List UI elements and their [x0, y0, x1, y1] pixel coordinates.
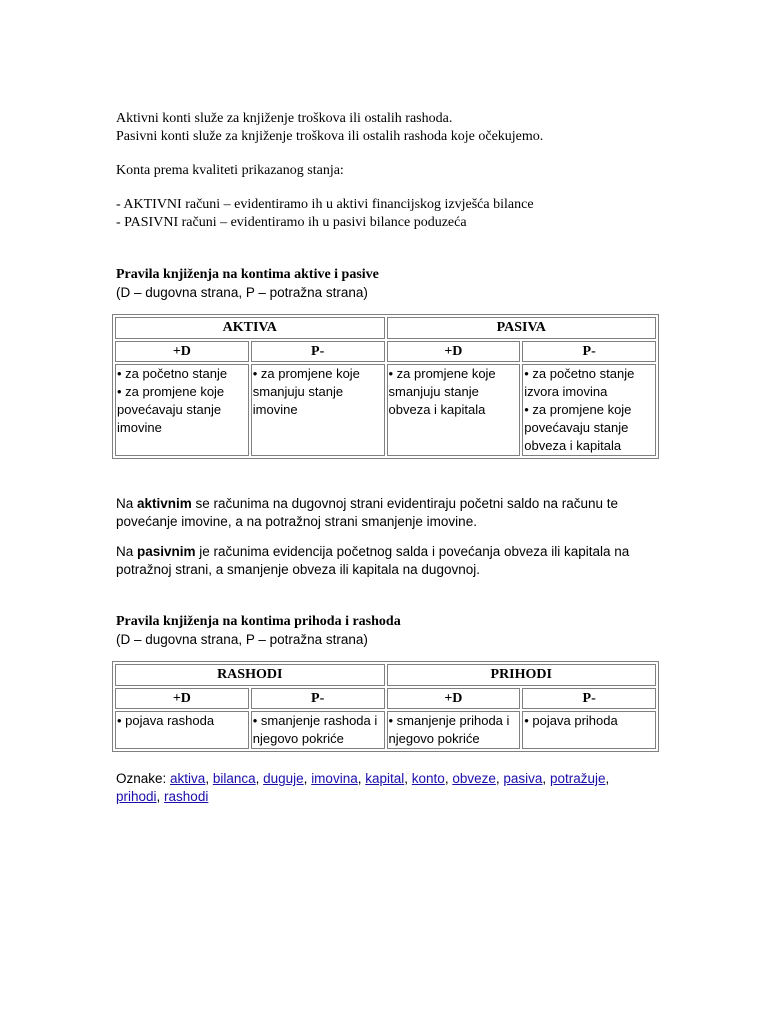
rashodi-prihodi-table: [112, 661, 659, 752]
tag-link-rashodi[interactable]: rashodi: [164, 789, 209, 804]
tag-link-konto[interactable]: konto: [411, 771, 445, 786]
table1-group-pasiva: PASIVA: [387, 317, 657, 339]
table2-cell: • smanjenje prihoda i njegovo pokriće: [387, 711, 521, 749]
table2-cell: • smanjenje rashoda i njegovo pokriće: [251, 711, 385, 749]
intro-line-4: - AKTIVNI računi – evidentiramo ih u aktivi financijskog izvješća bilance: [116, 197, 534, 212]
table2-col-header: +D: [115, 688, 249, 709]
tag-link-potrazuje[interactable]: potražuje: [549, 771, 606, 786]
tag-link-bilanca[interactable]: bilanca: [212, 771, 256, 786]
tag-link-duguje[interactable]: duguje: [263, 771, 304, 786]
tags-line: Oznake: aktiva, bilanca, duguje, imovina, kapital, konto, obveze, pasiva, potražuje, prihodi, rashodi: [116, 771, 610, 804]
table1-cell-line: • za početno stanje: [117, 366, 228, 381]
tag-link-prihodi[interactable]: prihodi: [116, 789, 157, 804]
intro-line-1: Aktivni konti služe za knjiženje troškova ili ostalih rashoda.: [116, 111, 453, 126]
table2-cell: • pojava rashoda: [115, 711, 249, 749]
table1-col-header: +D: [387, 341, 521, 362]
table1-cell: [387, 364, 521, 456]
table2-col-header: P-: [251, 688, 385, 709]
table1-col-header: +D: [115, 341, 249, 362]
table1-cell: [251, 364, 385, 456]
table2-col-header: +D: [387, 688, 521, 709]
aktivnim-bold: aktivnim: [137, 496, 192, 511]
table1-group-aktiva: AKTIVA: [115, 317, 385, 339]
section2-title: Pravila knjiženja na kontima prihoda i rashoda: [116, 614, 401, 629]
table1-col-header: P-: [522, 341, 656, 362]
table1-col-header: P-: [251, 341, 385, 362]
table1-cell-line: • za promjene koje smanjuju stanje imovine: [252, 366, 360, 417]
table1-cell-line: • za promjene koje povećavaju stanje imovine: [117, 384, 225, 435]
pasivnim-bold: pasivnim: [137, 544, 196, 559]
intro-line-3: Konta prema kvaliteti prikazanog stanja:: [116, 163, 344, 178]
section1-title: Pravila knjiženja na kontima aktive i pasive: [116, 267, 379, 282]
tag-link-imovina[interactable]: imovina: [311, 771, 358, 786]
table1-cell-line: • za promjene koje povećavaju stanje obveza i kapitala: [524, 402, 632, 453]
table1-cell: [522, 364, 656, 456]
table2-cell: • pojava prihoda: [522, 711, 656, 749]
table1-cell-line: • za početno stanje izvora imovina: [524, 366, 635, 399]
table1-cell-line: • za promjene koje smanjuju stanje obveza i kapitala: [388, 366, 496, 417]
tag-link-obveze[interactable]: obveze: [452, 771, 496, 786]
tag-link-pasiva[interactable]: pasiva: [503, 771, 543, 786]
tags-label: Oznake:: [116, 771, 171, 786]
table2-group-prihodi: PRIHODI: [387, 664, 657, 686]
aktivni-paragraph: Na aktivnim se računima na dugovnoj strani evidentiraju početni saldo na računu te povećanje imovine, a na potražnoj strani smanjenje imovine.: [116, 496, 619, 529]
tag-link-kapital[interactable]: kapital: [365, 771, 405, 786]
document-body: [116, 110, 661, 806]
section1-subtitle: (D – dugovna strana, P – potražna strana): [116, 285, 368, 300]
table1-cell: [115, 364, 249, 456]
table2-group-rashodi: RASHODI: [115, 664, 385, 686]
intro-line-2: Pasivni konti služe za knjiženje troškova ili ostalih rashoda koje očekujemo.: [116, 129, 544, 144]
aktiva-pasiva-table: [112, 314, 659, 459]
pasivni-paragraph: Na pasivnim je računima evidencija početnog salda i povećanja obveza ili kapitala na potražnoj strani, a smanjenje obveza ili kapitala na dugovnoj.: [116, 544, 630, 577]
tag-link-aktiva[interactable]: aktiva: [170, 771, 206, 786]
table2-col-header: P-: [522, 688, 656, 709]
section2-subtitle: (D – dugovna strana, P – potražna strana): [116, 632, 368, 647]
intro-line-5: - PASIVNI računi – evidentiramo ih u pasivi bilance poduzeća: [116, 215, 467, 230]
